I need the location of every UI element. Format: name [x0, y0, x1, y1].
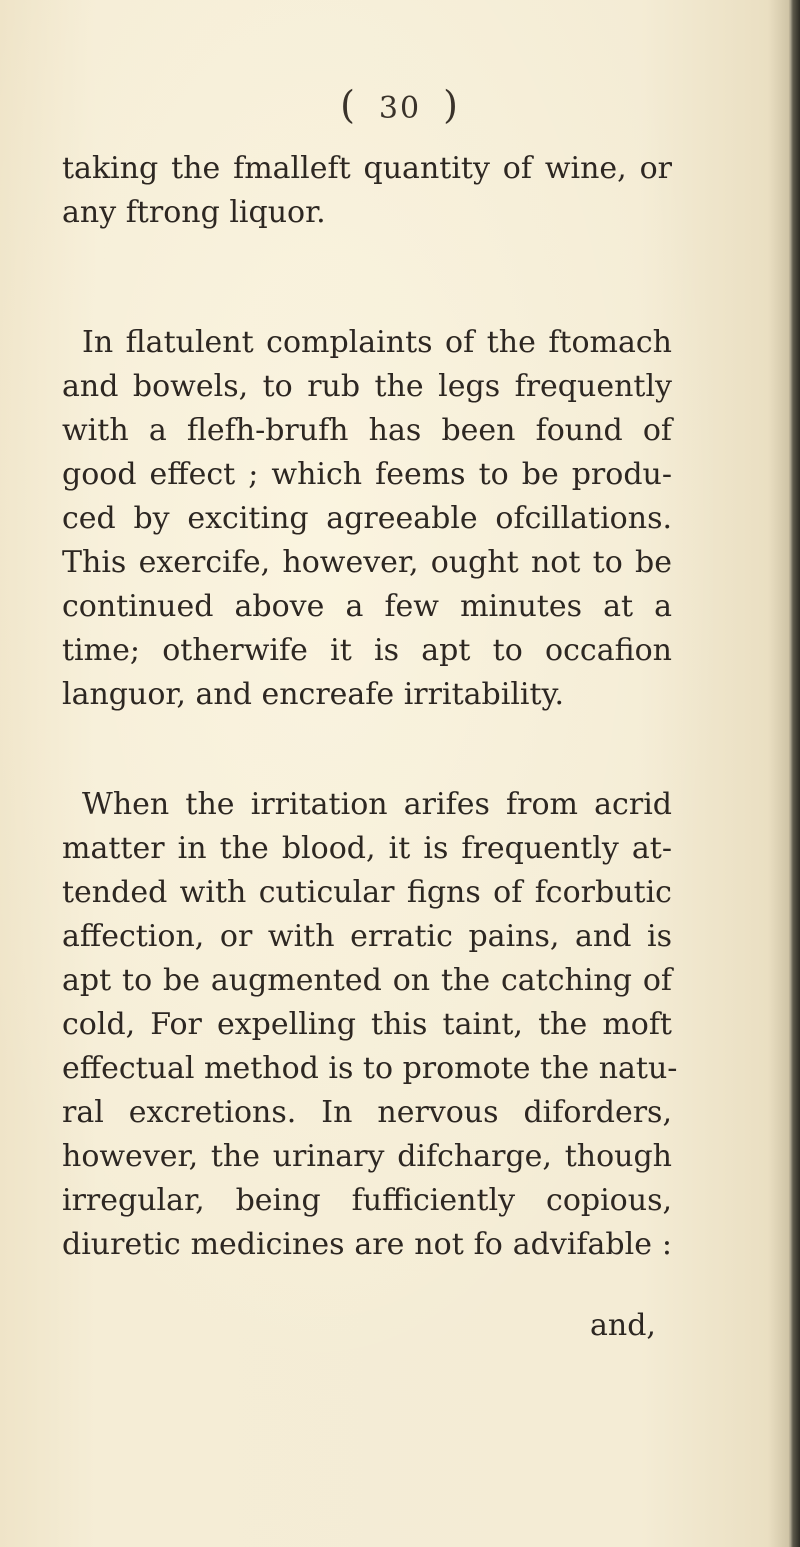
text-line: taking the fmalleft quantity of wine, or [62, 151, 672, 186]
text-line: and bowels, to rub the legs frequently [62, 369, 672, 404]
binding-gutter [790, 0, 800, 1547]
text-line: time; otherwife it is apt to occafion [62, 633, 672, 668]
text-line: cold, For expelling this taint, the moft [62, 1007, 672, 1042]
text-line: When the irritation arifes from acrid [82, 787, 672, 822]
text-line: irregular, being fufficiently copious, [62, 1183, 672, 1218]
text-line: however, the urinary difcharge, though [62, 1139, 672, 1174]
text-line: ral excretions. In nervous diforders, [62, 1095, 672, 1130]
text-line: with a flefh-brufh has been found of [62, 413, 672, 448]
catchword: and, [590, 1308, 656, 1343]
text-line: continued above a few minutes at a [62, 589, 672, 624]
paragraph-1 [62, 147, 672, 235]
page-header [0, 83, 800, 127]
paragraph-2 [62, 321, 672, 717]
page-number: 30 [378, 91, 422, 126]
text-line: good effect ; which feems to be produ- [62, 457, 672, 492]
paragraph-3 [62, 783, 678, 1267]
header-close-paren: ) [443, 83, 460, 127]
text-line: tended with cuticular figns of fcorbutic [62, 875, 672, 910]
text-line: In flatulent complaints of the ftomach [82, 325, 672, 360]
text-line: effectual method is to promote the natu- [62, 1051, 678, 1086]
header-open-paren: ( [340, 83, 357, 127]
text-line: languor, and encreafe irritability. [62, 677, 565, 712]
text-line: diuretic medicines are not fo advifable : [62, 1227, 672, 1262]
text-line: ced by exciting agreeable ofcillations. [62, 501, 672, 536]
text-line: apt to be augmented on the catching of [62, 963, 672, 998]
text-line: This exercife, however, ought not to be [62, 545, 672, 580]
text-line: affection, or with erratic pains, and is [62, 919, 672, 954]
text-line: any ftrong liquor. [62, 195, 326, 230]
text-line: matter in the blood, it is frequently at- [62, 831, 672, 866]
